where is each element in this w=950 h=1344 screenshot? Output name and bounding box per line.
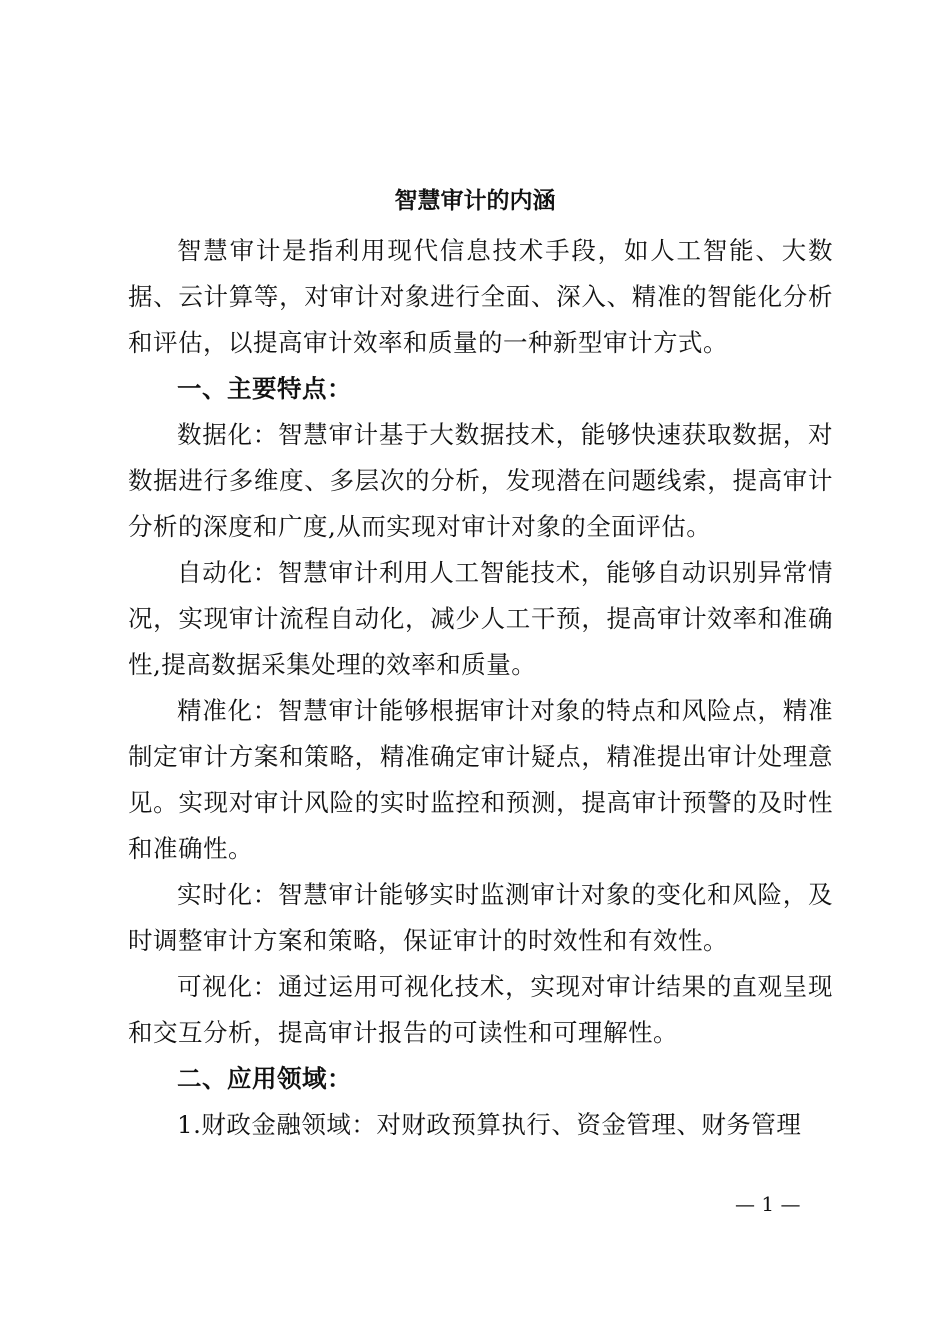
- section-heading-applications: 二、应用领域：: [177, 1064, 352, 1093]
- section-heading-features: 一、主要特点：: [177, 374, 352, 403]
- feature-paragraph-automation: 自动化：智慧审计利用人工智能技术，能够自动识别异常情况，实现审计流程自动化，减少人工干预，提高审计效率和准确性,提高数据采集处理的效率和质量。: [128, 558, 833, 679]
- page-title: 智慧审计的内涵: [394, 187, 556, 214]
- feature-paragraph-data: 数据化：智慧审计基于大数据技术，能够快速获取数据，对数据进行多维度、多层次的分析，发现潜在问题线索，提高审计分析的深度和广度,从而实现对审计对象的全面评估。: [128, 420, 833, 541]
- feature-paragraph-visualization: 可视化：通过运用可视化技术，实现对审计结果的直观呈现和交互分析，提高审计报告的可读性和可理解性。: [128, 972, 833, 1047]
- feature-paragraph-realtime: 实时化：智慧审计能够实时监测审计对象的变化和风险，及时调整审计方案和策略，保证审计的时效性和有效性。: [128, 880, 833, 955]
- feature-paragraph-precision: 精准化：智慧审计能够根据审计对象的特点和风险点，精准制定审计方案和策略，精准确定审计疑点，精准提出审计处理意见。实现对审计风险的实时监控和预测，提高审计预警的及时性和准确性。: [128, 696, 833, 863]
- application-paragraph-finance: 1.财政金融领域：对财政预算执行、资金管理、财务管理: [177, 1110, 802, 1139]
- page-number: — 1 —: [735, 1192, 801, 1216]
- intro-paragraph: 智慧审计是指利用现代信息技术手段，如人工智能、大数据、云计算等，对审计对象进行全面、深入、精准的智能化分析和评估，以提高审计效率和质量的一种新型审计方式。: [128, 236, 833, 357]
- document-body: [128, 228, 833, 1148]
